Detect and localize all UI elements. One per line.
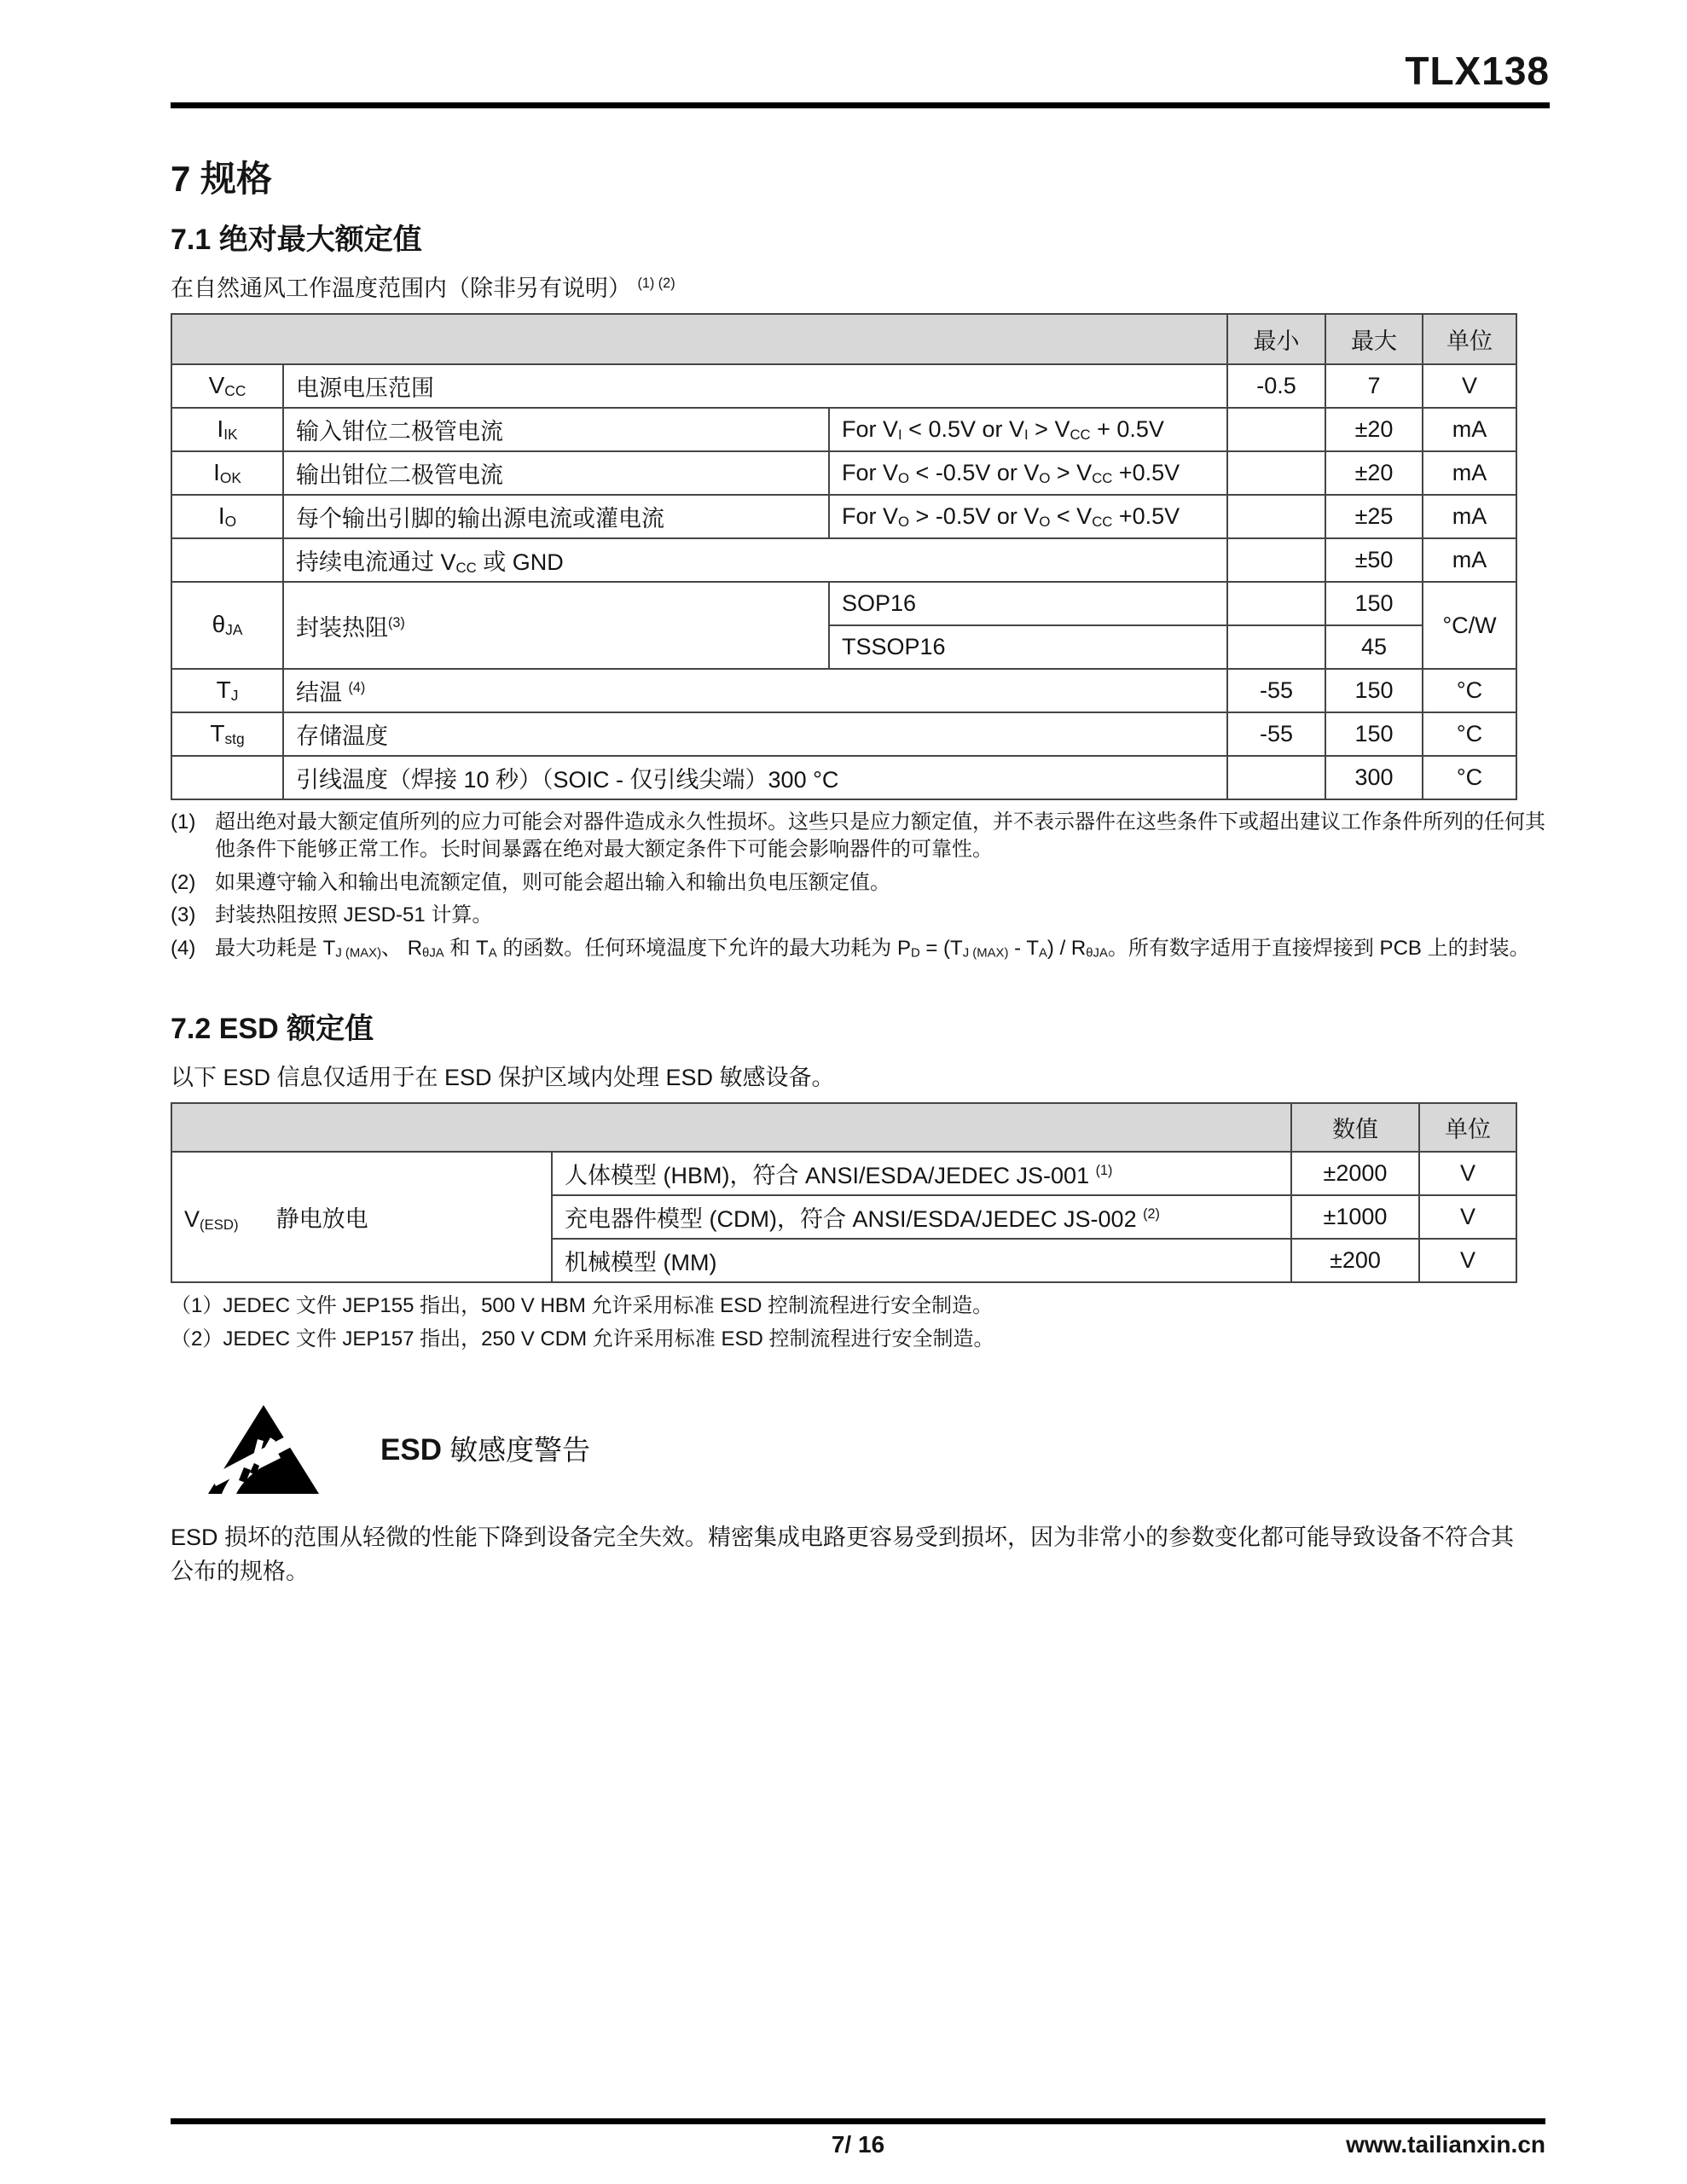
cell-condition: For $V_I < 0.5V$ or $V_I > V_{CC} + 0.5V$ (829, 408, 1227, 451)
header-value: 数值 (1291, 1103, 1419, 1152)
cell-description: 引线温度（焊接 10 秒）（SOIC - 仅引线尖端）300 °C (283, 756, 1227, 799)
cell-min (1227, 538, 1325, 582)
cell-max: 45 (1325, 625, 1423, 669)
esd-warning-label-zh: 敏感度警告 (441, 1434, 591, 1467)
header-unit: 单位 (1419, 1103, 1516, 1152)
header-blank-cell (171, 1103, 1291, 1152)
cell-unit: °C (1423, 712, 1516, 756)
cell-value: ±1000 (1291, 1195, 1419, 1239)
footnote-text: 如果遵守输入和输出电流额定值，则可能会超出输入和输出负电压额定值。 (215, 870, 890, 894)
cell-description: 充电器件模型 (CDM)，符合 ANSI/ESDA/JEDEC JS-002 $^{(2)}$ (552, 1195, 1291, 1239)
table-row-continuous-current (171, 538, 1516, 582)
cell-description: 存储温度 (283, 712, 1227, 756)
cell-max: 300 (1325, 756, 1423, 799)
cell-description: 电源电压范围 (283, 364, 1227, 408)
table-row-lead-temp (171, 756, 1516, 799)
cell-min (1227, 582, 1325, 625)
cell-unit: mA (1423, 495, 1516, 538)
cell-package-sop16: SOP16 (829, 582, 1227, 625)
table-row-iik (171, 408, 1516, 451)
esd-warning-block (206, 1402, 1550, 1496)
cell-package-tssop16: TSSOP16 (829, 625, 1227, 669)
cell-max: ±50 (1325, 538, 1423, 582)
header-rule (171, 102, 1550, 108)
footer-row (171, 2131, 1545, 2162)
esd-intro: 以下 ESD 信息仅适用于在 ESD 保护区域内处理 ESD 敏感设备。 (171, 1064, 835, 1090)
section-7-2-heading: 7.2 ESD 额定值 (171, 1012, 374, 1045)
doc-number: TLX138 (1405, 49, 1550, 93)
cell-unit: mA (1423, 451, 1516, 495)
cell-min: -0.5 (1227, 364, 1325, 408)
cell-min: -55 (1227, 712, 1325, 756)
table-row-iok (171, 451, 1516, 495)
abs-max-footnotes (171, 809, 1550, 962)
footnote-4 (171, 935, 1550, 962)
esd-footnote-1: （1）JEDEC 文件 JEP155 指出，500 V HBM 允许采用标准 ESD 控制流程进行安全制造。 (171, 1293, 994, 1317)
section-7-1-heading: 7.1 绝对最大额定值 (171, 224, 422, 256)
footnote-number: (4) (171, 936, 196, 960)
cell-symbol: $T_J$ (171, 669, 283, 712)
esd-warning-label-en: ESD (380, 1433, 442, 1467)
header-unit: 单位 (1423, 314, 1516, 364)
esd-ratings-table (171, 1102, 1517, 1283)
cell-max: 7 (1325, 364, 1423, 408)
cell-unit: mA (1423, 538, 1516, 582)
cell-description: 输出钳位二极管电流 (283, 451, 829, 495)
cell-description: 人体模型 (HBM)，符合 ANSI/ESDA/JEDEC JS-001 $^{(1)}$ (552, 1152, 1291, 1195)
cell-condition: For $V_O > -0.5V$ or $V_O < V_{CC} +0.5V$ (829, 495, 1227, 538)
cell-vesd-param (171, 1152, 552, 1282)
cell-symbol: $T_{stg}$ (171, 712, 283, 756)
footnote-text: 超出绝对最大额定值所列的应力可能会对器件造成永久性损坏。这些只是应力额定值，并不表示器件在这些条件下或超出建议工作条件所列的任何其他条件下能够正常工作。长时间暴露在绝对最大额定条件下可能会影响器件的可靠性。 (215, 810, 1545, 862)
cell-max: ±25 (1325, 495, 1423, 538)
esd-footnotes (171, 1292, 1550, 1355)
cell-max: 150 (1325, 582, 1423, 625)
cell-symbol: $V_{CC}$ (171, 364, 283, 408)
abs-max-table (171, 313, 1517, 800)
cell-unit: mA (1423, 408, 1516, 451)
cell-max: ±20 (1325, 408, 1423, 451)
page-header (171, 0, 1550, 108)
vesd-symbol: $V_{(ESD)}$ (184, 1205, 239, 1233)
cell-unit: V (1419, 1195, 1516, 1239)
cell-description: 每个输出引脚的输出源电流或灌电流 (283, 495, 829, 538)
cell-min: -55 (1227, 669, 1325, 712)
cell-description: 结温 $^{(4)}$ (283, 669, 1227, 712)
cell-min (1227, 408, 1325, 451)
abs-max-header-row (171, 314, 1516, 364)
section-7-heading: 7 规格 (171, 159, 273, 199)
cell-symbol: $I_{OK}$ (171, 451, 283, 495)
footnote-text: 封装热阻按照 JESD-51 计算。 (215, 903, 493, 927)
cell-max: 150 (1325, 669, 1423, 712)
cell-unit: °C (1423, 756, 1516, 799)
header-min: 最小 (1227, 314, 1325, 364)
footnote-number: (1) (171, 810, 196, 834)
footer-rule (171, 2118, 1545, 2124)
esd-hand-triangle-icon (206, 1402, 321, 1496)
abs-max-intro: 在自然通风工作温度范围内（除非另有说明） $^{(1) (2)}$ (171, 276, 675, 301)
cell-description: 机械模型 (MM) (552, 1239, 1291, 1282)
cell-unit: °C/W (1423, 582, 1516, 669)
table-row-vcc (171, 364, 1516, 408)
cell-value: ±200 (1291, 1239, 1419, 1282)
cell-unit: °C (1423, 669, 1516, 712)
cell-symbol: $I_{IK}$ (171, 408, 283, 451)
table-row-io (171, 495, 1516, 538)
cell-min (1227, 625, 1325, 669)
table-row-hbm (171, 1152, 1516, 1195)
cell-description: 输入钳位二极管电流 (283, 408, 829, 451)
esd-warning-label (380, 1428, 590, 1468)
page-number: 7/ 16 (831, 2131, 885, 2158)
cell-unit: V (1419, 1239, 1516, 1282)
footnote-text: 最大功耗是 $T_{J (MAX)}$、 $R_{\theta JA}$ 和 $T_A$ 的函数。任何环境温度下允许的最大功耗为 $P_D = (T_{J (MAX)} - T_A) / R_{\theta JA}$。所有数字适用于直接焊接到 PCB 上的封装。 (215, 936, 1530, 961)
page-footer (171, 2118, 1545, 2162)
table-row-tj (171, 669, 1516, 712)
cell-unit: V (1423, 364, 1516, 408)
footnote-number: (3) (171, 903, 196, 927)
cell-unit: V (1419, 1152, 1516, 1195)
vesd-label: 静电放电 (275, 1205, 368, 1232)
page-content (171, 0, 1550, 1589)
cell-max: ±20 (1325, 451, 1423, 495)
cell-symbol: $\theta_{JA}$ (171, 582, 283, 669)
cell-min (1227, 756, 1325, 799)
cell-description: 持续电流通过 $V_{CC}$ 或 GND (283, 538, 1227, 582)
esd-footnote-2: （2）JEDEC 文件 JEP157 指出，250 V CDM 允许采用标准 ESD 控制流程进行安全制造。 (171, 1327, 994, 1350)
footnote-3 (171, 902, 1550, 929)
website-url: www.tailianxin.cn (1346, 2131, 1545, 2158)
cell-condition: For $V_O < -0.5V$ or $V_O > V_{CC} +0.5V$ (829, 451, 1227, 495)
table-row-theta-ja-sop16 (171, 582, 1516, 625)
cell-min (1227, 451, 1325, 495)
cell-symbol (171, 538, 283, 582)
cell-value: ±2000 (1291, 1152, 1419, 1195)
cell-description: 封装热阻$^{(3)}$ (283, 582, 829, 669)
footnote-1 (171, 809, 1550, 864)
cell-symbol (171, 756, 283, 799)
footnote-number: (2) (171, 870, 196, 894)
table-row-tstg (171, 712, 1516, 756)
cell-min (1227, 495, 1325, 538)
header-blank-cell (171, 314, 1227, 364)
cell-max: 150 (1325, 712, 1423, 756)
header-max: 最大 (1325, 314, 1423, 364)
esd-header-row (171, 1103, 1516, 1152)
cell-symbol: $I_O$ (171, 495, 283, 538)
footnote-2 (171, 869, 1550, 897)
esd-damage-paragraph: ESD 损坏的范围从轻微的性能下降到设备完全失效。精密集成电路更容易受到损坏，因为非常小的参数变化都可能导致设备不符合其公布的规格。 (171, 1524, 1515, 1584)
